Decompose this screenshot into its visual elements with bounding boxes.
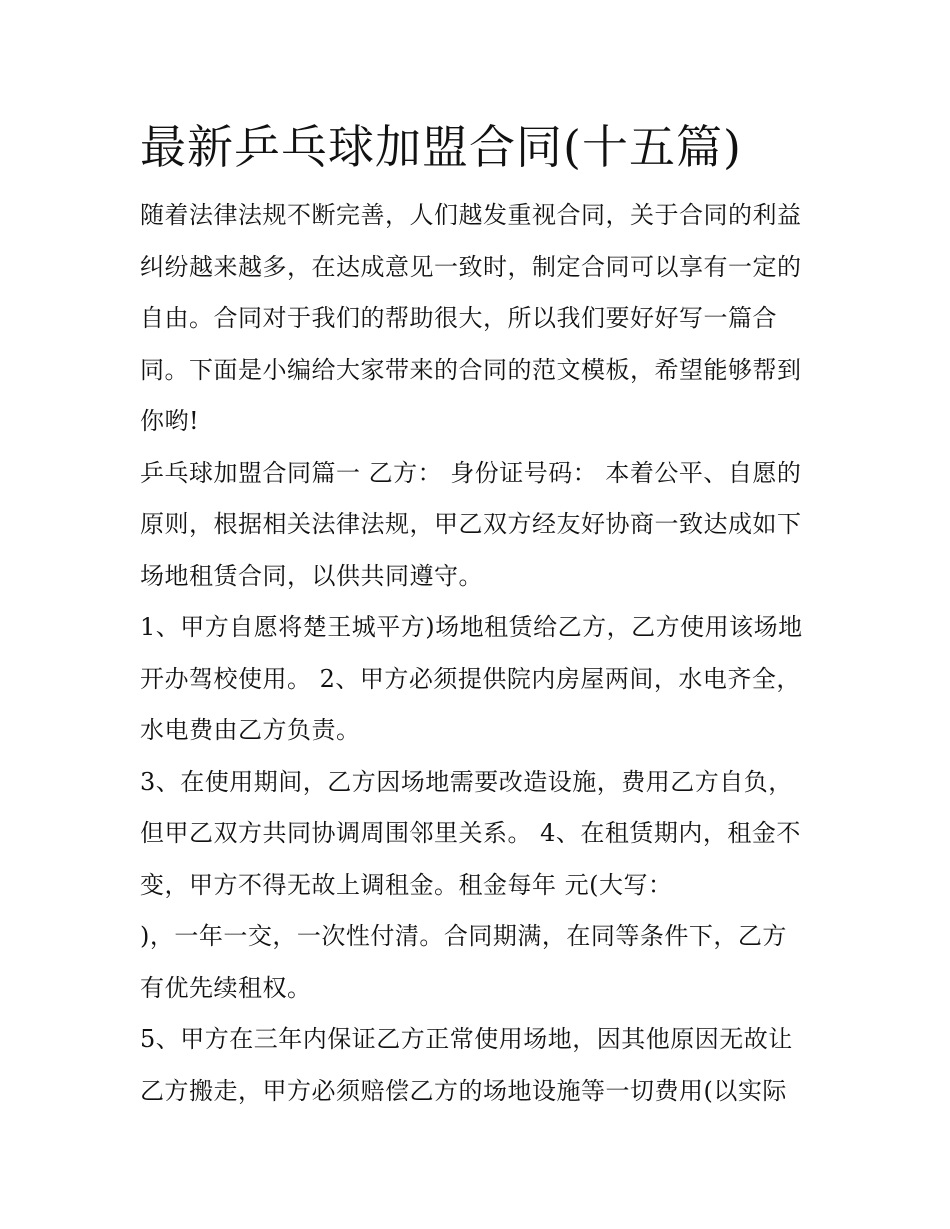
text-line: 有优先续租权。 [140,973,312,1002]
text-line: 变，甲方不得无故上调租金。租金每年 元(大写： [140,870,673,899]
text-line: 场地租赁合同，以供共同遵守。 [140,561,483,590]
document-title: 最新乒乓球加盟合同(十五篇) [140,120,742,174]
text-line: 同。下面是小编给大家带来的合同的范文模板，希望能够帮到 [140,355,802,384]
text-line: 乙方搬走，甲方必须赔偿乙方的场地设施等一切费用(以实际 [140,1076,787,1105]
text-line: 3、在使用期间，乙方因场地需要改造设施，费用乙方自负， [140,767,793,796]
text-line: 但甲乙双方共同协调周围邻里关系。 4、在租赁期内，租金不 [140,819,801,847]
text-line: 自由。合同对于我们的帮助很大，所以我们要好好写一篇合 [140,304,777,332]
text-line: 1、甲方自愿将楚王城平方)场地租赁给乙方，乙方使用该场地 [140,613,803,641]
text-line: 原则，根据相关法律法规，甲乙双方经友好协商一致达成如下 [140,510,802,538]
text-line: )，一年一交，一次性付清。合同期满，在同等条件下，乙方 [140,922,787,950]
text-line: 水电费由乙方负责。 [140,716,361,744]
text-line: 纠纷越来越多，在达成意见一致时，制定合同可以享有一定的 [140,252,802,281]
document-page [140,112,820,1117]
document-body [140,190,820,1117]
text-line: 开办驾校使用。 2、甲方必须提供院内房屋两间，水电齐全， [140,664,801,693]
text-line: 随着法律法规不断完善，人们越发重视合同，关于合同的利益 [140,201,802,229]
text-line: 乒乓球加盟合同篇一 乙方： 身份证号码： 本着公平、自愿的 [140,458,802,487]
text-line: 你哟! [140,407,200,435]
text-line: 5、甲方在三年内保证乙方正常使用场地，因其他原因无故让 [140,1025,793,1053]
